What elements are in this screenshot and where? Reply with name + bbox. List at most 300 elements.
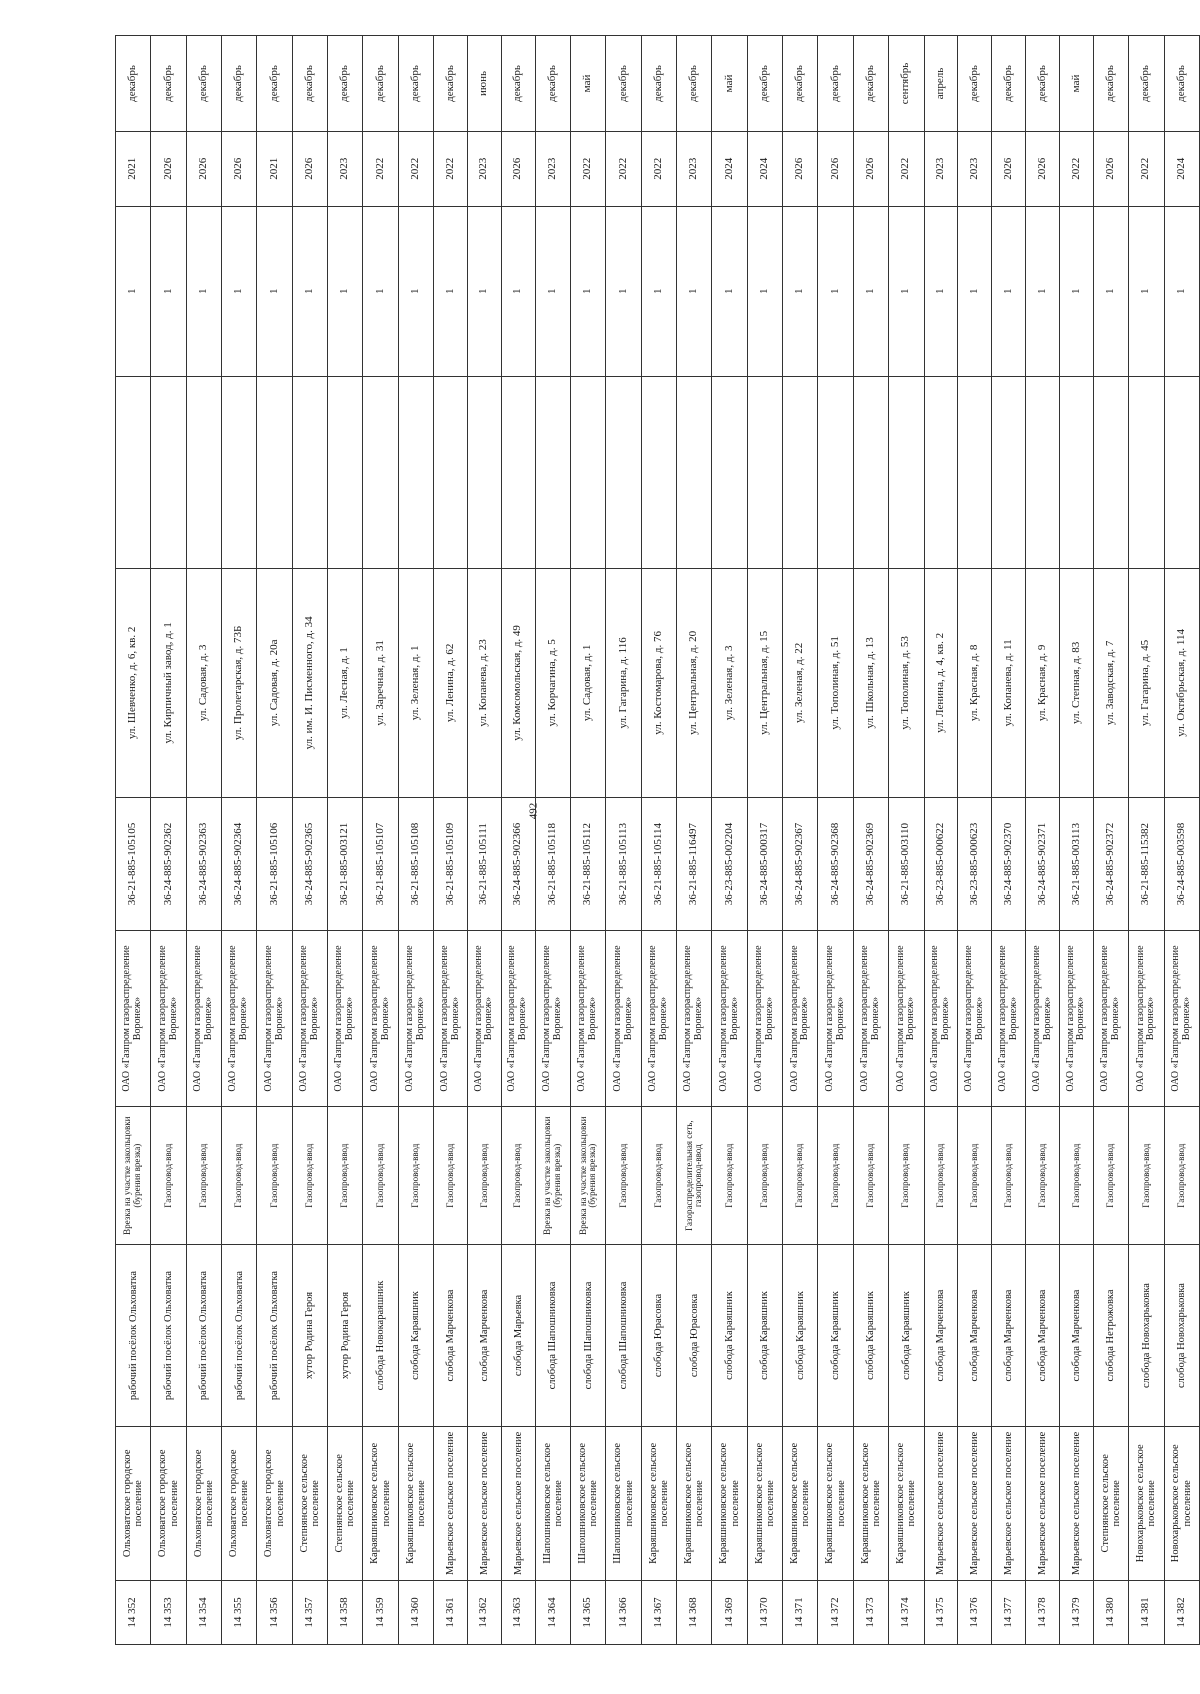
extra-cell bbox=[1093, 377, 1128, 569]
address-cell: ул. Шевченко, д. 6, кв. 2 bbox=[116, 568, 151, 797]
locality-cell: слобода Караяшник bbox=[747, 1245, 782, 1426]
object-code-cell: 36-24-885-902365 bbox=[292, 797, 327, 930]
extra-cell bbox=[958, 377, 992, 569]
month-cell: декабрь bbox=[257, 36, 292, 132]
table-row bbox=[677, 36, 712, 1645]
settlement-cell: Шапошниковское сельское поселение bbox=[535, 1426, 570, 1581]
row-number: 14 366 bbox=[606, 1581, 641, 1645]
owner-cell: ОАО «Газпром газораспределение Воронеж» bbox=[747, 931, 782, 1107]
month-cell: декабрь bbox=[535, 36, 570, 132]
object-code-cell: 36-24-885-902364 bbox=[222, 797, 257, 930]
table-body bbox=[116, 36, 1200, 1645]
extra-cell bbox=[535, 377, 570, 569]
quantity-cell: 1 bbox=[501, 206, 535, 376]
locality-cell: слобода Шапошниковка bbox=[535, 1245, 570, 1426]
object-code-cell: 36-24-885-902370 bbox=[992, 797, 1026, 930]
settlement-cell: Марьевское сельское поселение bbox=[924, 1426, 958, 1581]
object-code-cell: 36-24-885-902372 bbox=[1093, 797, 1128, 930]
table-row bbox=[434, 36, 468, 1645]
month-cell: декабрь bbox=[398, 36, 433, 132]
month-cell: декабрь bbox=[1093, 36, 1128, 132]
quantity-cell: 1 bbox=[186, 206, 221, 376]
row-number: 14 380 bbox=[1093, 1581, 1128, 1645]
month-cell: декабрь bbox=[151, 36, 186, 132]
object-code-cell: 36-21-885-105118 bbox=[535, 797, 570, 930]
owner-cell: ОАО «Газпром газораспределение Воронеж» bbox=[467, 931, 501, 1107]
row-number: 14 381 bbox=[1129, 1581, 1164, 1645]
object-type-cell: Газопровод-ввод bbox=[958, 1106, 992, 1245]
settlement-cell: Марьевское сельское поселение bbox=[467, 1426, 501, 1581]
quantity-cell: 1 bbox=[467, 206, 501, 376]
month-cell: декабрь bbox=[292, 36, 327, 132]
object-type-cell: Газопровод-ввод bbox=[292, 1106, 327, 1245]
object-code-cell: 36-21-885-003121 bbox=[328, 797, 363, 930]
object-type-cell: Врезка на участке закольцовки (бурения врезка) bbox=[535, 1106, 570, 1245]
address-cell: ул. Заречная, д. 31 bbox=[363, 568, 398, 797]
extra-cell bbox=[328, 377, 363, 569]
year-cell: 2023 bbox=[958, 131, 992, 206]
table-row bbox=[222, 36, 257, 1645]
extra-cell bbox=[151, 377, 186, 569]
quantity-cell: 1 bbox=[853, 206, 888, 376]
extra-cell bbox=[1164, 377, 1199, 569]
object-type-cell: Газопровод-ввод bbox=[889, 1106, 924, 1245]
quantity-cell: 1 bbox=[398, 206, 433, 376]
quantity-cell: 1 bbox=[292, 206, 327, 376]
year-cell: 2026 bbox=[1093, 131, 1128, 206]
year-cell: 2022 bbox=[889, 131, 924, 206]
row-number: 14 352 bbox=[116, 1581, 151, 1645]
settlement-cell: Новохарьковское сельское поселение bbox=[1164, 1426, 1199, 1581]
quantity-cell: 1 bbox=[1026, 206, 1060, 376]
owner-cell: ОАО «Газпром газораспределение Воронеж» bbox=[992, 931, 1026, 1107]
row-number: 14 379 bbox=[1060, 1581, 1094, 1645]
address-cell: ул. Красная, д. 8 bbox=[958, 568, 992, 797]
row-number: 14 382 bbox=[1164, 1581, 1199, 1645]
owner-cell: ОАО «Газпром газораспределение Воронеж» bbox=[535, 931, 570, 1107]
locality-cell: хутор Родина Героя bbox=[328, 1245, 363, 1426]
address-cell: ул. Зеленая, д. 1 bbox=[398, 568, 433, 797]
extra-cell bbox=[257, 377, 292, 569]
rotated-sheet bbox=[115, 35, 1200, 1645]
object-code-cell: 36-24-885-003598 bbox=[1164, 797, 1199, 930]
owner-cell: ОАО «Газпром газораспределение Воронеж» bbox=[1093, 931, 1128, 1107]
table-row bbox=[641, 36, 676, 1645]
quantity-cell: 1 bbox=[1060, 206, 1094, 376]
object-code-cell: 36-21-885-116497 bbox=[677, 797, 712, 930]
extra-cell bbox=[1026, 377, 1060, 569]
quantity-cell: 1 bbox=[328, 206, 363, 376]
object-type-cell: Газопровод-ввод bbox=[712, 1106, 747, 1245]
object-code-cell: 36-23-885-000622 bbox=[924, 797, 958, 930]
extra-cell bbox=[501, 377, 535, 569]
table-row bbox=[1026, 36, 1060, 1645]
owner-cell: ОАО «Газпром газораспределение Воронеж» bbox=[328, 931, 363, 1107]
month-cell: декабрь bbox=[363, 36, 398, 132]
table-row bbox=[747, 36, 782, 1645]
locality-cell: слобода Юрасовка bbox=[641, 1245, 676, 1426]
row-number: 14 360 bbox=[398, 1581, 433, 1645]
table-row bbox=[292, 36, 327, 1645]
row-number: 14 376 bbox=[958, 1581, 992, 1645]
month-cell: декабрь bbox=[501, 36, 535, 132]
settlement-cell: Марьевское сельское поселение bbox=[958, 1426, 992, 1581]
month-cell: декабрь bbox=[818, 36, 853, 132]
locality-cell: слобода Марченкова bbox=[434, 1245, 468, 1426]
table-row bbox=[1093, 36, 1128, 1645]
object-code-cell: 36-21-885-105113 bbox=[606, 797, 641, 930]
settlement-cell: Ольховатское городское поселение bbox=[116, 1426, 151, 1581]
locality-cell: слобода Караяшник bbox=[783, 1245, 818, 1426]
object-type-cell: Врезка на участке закольцовки (бурения врезка) bbox=[116, 1106, 151, 1245]
quantity-cell: 1 bbox=[116, 206, 151, 376]
extra-cell bbox=[116, 377, 151, 569]
object-type-cell: Газопровод-ввод bbox=[467, 1106, 501, 1245]
year-cell: 2023 bbox=[467, 131, 501, 206]
year-cell: 2022 bbox=[606, 131, 641, 206]
extra-cell bbox=[1129, 377, 1164, 569]
settlement-cell: Ольховатское городское поселение bbox=[186, 1426, 221, 1581]
address-cell: ул. Гагарина, д. 116 bbox=[606, 568, 641, 797]
month-cell: декабрь bbox=[747, 36, 782, 132]
extra-cell bbox=[1060, 377, 1094, 569]
locality-cell: слобода Марченкова bbox=[1026, 1245, 1060, 1426]
object-type-cell: Газопровод-ввод bbox=[434, 1106, 468, 1245]
table-row bbox=[992, 36, 1026, 1645]
address-cell: ул. Центральная, д. 20 bbox=[677, 568, 712, 797]
settlement-cell: Степнянское сельское поселение bbox=[328, 1426, 363, 1581]
object-code-cell: 36-21-885-105111 bbox=[467, 797, 501, 930]
object-type-cell: Газопровод-ввод bbox=[747, 1106, 782, 1245]
settlement-cell: Шапошниковское сельское поселение bbox=[606, 1426, 641, 1581]
extra-cell bbox=[889, 377, 924, 569]
address-cell: ул. Тополиная, д. 51 bbox=[818, 568, 853, 797]
extra-cell bbox=[363, 377, 398, 569]
owner-cell: ОАО «Газпром газораспределение Воронеж» bbox=[1129, 931, 1164, 1107]
object-code-cell: 36-24-885-902367 bbox=[783, 797, 818, 930]
object-code-cell: 36-21-885-105112 bbox=[571, 797, 606, 930]
object-type-cell: Газопровод-ввод bbox=[924, 1106, 958, 1245]
object-type-cell: Газораспределительная сеть, газопровод-ввод bbox=[677, 1106, 712, 1245]
settlement-cell: Марьевское сельское поселение bbox=[434, 1426, 468, 1581]
month-cell: декабрь bbox=[186, 36, 221, 132]
locality-cell: слобода Марченкова bbox=[467, 1245, 501, 1426]
object-code-cell: 36-24-885-902369 bbox=[853, 797, 888, 930]
locality-cell: слобода Марченкова bbox=[992, 1245, 1026, 1426]
settlement-cell: Новохарьковское сельское поселение bbox=[1129, 1426, 1164, 1581]
locality-cell: рабочий посёлок Ольховатка bbox=[257, 1245, 292, 1426]
object-code-cell: 36-21-885-115382 bbox=[1129, 797, 1164, 930]
address-cell: ул. Ленина, д. 62 bbox=[434, 568, 468, 797]
object-type-cell: Врезка на участке закольцовки (бурения врезка) bbox=[571, 1106, 606, 1245]
quantity-cell: 1 bbox=[641, 206, 676, 376]
locality-cell: слобода Юрасовка bbox=[677, 1245, 712, 1426]
address-cell: ул. Гагарина, д. 45 bbox=[1129, 568, 1164, 797]
object-code-cell: 36-24-885-902362 bbox=[151, 797, 186, 930]
settlement-cell: Караяшниковское сельское поселение bbox=[641, 1426, 676, 1581]
year-cell: 2024 bbox=[712, 131, 747, 206]
owner-cell: ОАО «Газпром газораспределение Воронеж» bbox=[434, 931, 468, 1107]
address-cell: ул. Садовая, д. 1 bbox=[571, 568, 606, 797]
table-row bbox=[501, 36, 535, 1645]
year-cell: 2022 bbox=[1060, 131, 1094, 206]
table-row bbox=[712, 36, 747, 1645]
year-cell: 2022 bbox=[641, 131, 676, 206]
object-type-cell: Газопровод-ввод bbox=[257, 1106, 292, 1245]
address-cell: ул. Кирпичный завод, д. 1 bbox=[151, 568, 186, 797]
object-type-cell: Газопровод-ввод bbox=[1164, 1106, 1199, 1245]
table-row bbox=[606, 36, 641, 1645]
owner-cell: ОАО «Газпром газораспределение Воронеж» bbox=[853, 931, 888, 1107]
row-number: 14 375 bbox=[924, 1581, 958, 1645]
page-number: 492 bbox=[527, 802, 540, 820]
month-cell: май bbox=[712, 36, 747, 132]
object-code-cell: 36-21-885-105107 bbox=[363, 797, 398, 930]
object-type-cell: Газопровод-ввод bbox=[1129, 1106, 1164, 1245]
table-row bbox=[818, 36, 853, 1645]
year-cell: 2026 bbox=[501, 131, 535, 206]
address-cell: ул. Школьная, д. 13 bbox=[853, 568, 888, 797]
locality-cell: слобода Новокараяшник bbox=[363, 1245, 398, 1426]
month-cell: декабрь bbox=[992, 36, 1026, 132]
row-number: 14 370 bbox=[747, 1581, 782, 1645]
year-cell: 2024 bbox=[1164, 131, 1199, 206]
table-row bbox=[328, 36, 363, 1645]
row-number: 14 371 bbox=[783, 1581, 818, 1645]
locality-cell: слобода Караяшник bbox=[853, 1245, 888, 1426]
quantity-cell: 1 bbox=[1093, 206, 1128, 376]
row-number: 14 378 bbox=[1026, 1581, 1060, 1645]
settlement-cell: Ольховатское городское поселение bbox=[151, 1426, 186, 1581]
table-row bbox=[535, 36, 570, 1645]
object-type-cell: Газопровод-ввод bbox=[1060, 1106, 1094, 1245]
row-number: 14 369 bbox=[712, 1581, 747, 1645]
owner-cell: ОАО «Газпром газораспределение Воронеж» bbox=[571, 931, 606, 1107]
row-number: 14 354 bbox=[186, 1581, 221, 1645]
owner-cell: ОАО «Газпром газораспределение Воронеж» bbox=[151, 931, 186, 1107]
address-cell: ул. Заводская, д. 7 bbox=[1093, 568, 1128, 797]
month-cell: май bbox=[1060, 36, 1094, 132]
year-cell: 2023 bbox=[924, 131, 958, 206]
settlement-cell: Шапошниковское сельское поселение bbox=[571, 1426, 606, 1581]
settlement-cell: Караяшниковское сельское поселение bbox=[363, 1426, 398, 1581]
month-cell: декабрь bbox=[1164, 36, 1199, 132]
owner-cell: ОАО «Газпром газораспределение Воронеж» bbox=[398, 931, 433, 1107]
address-cell: ул. Костомарова, д. 76 bbox=[641, 568, 676, 797]
extra-cell bbox=[712, 377, 747, 569]
table-row bbox=[1060, 36, 1094, 1645]
object-code-cell: 36-21-885-003110 bbox=[889, 797, 924, 930]
month-cell: декабрь bbox=[1129, 36, 1164, 132]
address-cell: ул. Октябрьская, д. 114 bbox=[1164, 568, 1199, 797]
month-cell: декабрь bbox=[641, 36, 676, 132]
month-cell: декабрь bbox=[1026, 36, 1060, 132]
quantity-cell: 1 bbox=[257, 206, 292, 376]
quantity-cell: 1 bbox=[958, 206, 992, 376]
owner-cell: ОАО «Газпром газораспределение Воронеж» bbox=[1026, 931, 1060, 1107]
year-cell: 2026 bbox=[292, 131, 327, 206]
year-cell: 2022 bbox=[434, 131, 468, 206]
settlement-cell: Ольховатское городское поселение bbox=[222, 1426, 257, 1581]
locality-cell: слобода Новохарьковка bbox=[1129, 1245, 1164, 1426]
object-code-cell: 36-21-885-003113 bbox=[1060, 797, 1094, 930]
year-cell: 2023 bbox=[535, 131, 570, 206]
locality-cell: хутор Родина Героя bbox=[292, 1245, 327, 1426]
locality-cell: слобода Марченкова bbox=[958, 1245, 992, 1426]
month-cell: декабрь bbox=[116, 36, 151, 132]
quantity-cell: 1 bbox=[363, 206, 398, 376]
owner-cell: ОАО «Газпром газораспределение Воронеж» bbox=[606, 931, 641, 1107]
quantity-cell: 1 bbox=[571, 206, 606, 376]
table-row bbox=[151, 36, 186, 1645]
extra-cell bbox=[467, 377, 501, 569]
table-row bbox=[116, 36, 151, 1645]
settlement-cell: Караяшниковское сельское поселение bbox=[398, 1426, 433, 1581]
year-cell: 2023 bbox=[677, 131, 712, 206]
month-cell: декабрь bbox=[677, 36, 712, 132]
locality-cell: рабочий посёлок Ольховатка bbox=[186, 1245, 221, 1426]
settlement-cell: Караяшниковское сельское поселение bbox=[747, 1426, 782, 1581]
locality-cell: рабочий посёлок Ольховатка bbox=[116, 1245, 151, 1426]
address-cell: ул. Степная, д. 83 bbox=[1060, 568, 1094, 797]
address-cell: ул. Зеленая, д. 3 bbox=[712, 568, 747, 797]
year-cell: 2026 bbox=[222, 131, 257, 206]
extra-cell bbox=[641, 377, 676, 569]
owner-cell: ОАО «Газпром газораспределение Воронеж» bbox=[1164, 931, 1199, 1107]
extra-cell bbox=[853, 377, 888, 569]
settlement-cell: Марьевское сельское поселение bbox=[501, 1426, 535, 1581]
locality-cell: слобода Караяшник bbox=[889, 1245, 924, 1426]
year-cell: 2021 bbox=[257, 131, 292, 206]
settlement-cell: Караяшниковское сельское поселение bbox=[712, 1426, 747, 1581]
row-number: 14 365 bbox=[571, 1581, 606, 1645]
table-row bbox=[186, 36, 221, 1645]
table-row bbox=[363, 36, 398, 1645]
year-cell: 2023 bbox=[328, 131, 363, 206]
locality-cell: слобода Шапошниковка bbox=[606, 1245, 641, 1426]
owner-cell: ОАО «Газпром газораспределение Воронеж» bbox=[677, 931, 712, 1107]
table-row bbox=[924, 36, 958, 1645]
owner-cell: ОАО «Газпром газораспределение Воронеж» bbox=[363, 931, 398, 1107]
address-cell: ул. Лесная, д. 1 bbox=[328, 568, 363, 797]
row-number: 14 358 bbox=[328, 1581, 363, 1645]
row-number: 14 364 bbox=[535, 1581, 570, 1645]
quantity-cell: 1 bbox=[889, 206, 924, 376]
extra-cell bbox=[571, 377, 606, 569]
year-cell: 2026 bbox=[853, 131, 888, 206]
object-type-cell: Газопровод-ввод bbox=[818, 1106, 853, 1245]
gas-network-registry-table bbox=[115, 35, 1200, 1645]
extra-cell bbox=[398, 377, 433, 569]
month-cell: декабрь bbox=[958, 36, 992, 132]
year-cell: 2026 bbox=[818, 131, 853, 206]
owner-cell: ОАО «Газпром газораспределение Воронеж» bbox=[116, 931, 151, 1107]
row-number: 14 374 bbox=[889, 1581, 924, 1645]
table-row bbox=[958, 36, 992, 1645]
address-cell: ул. Тополиная, д. 53 bbox=[889, 568, 924, 797]
row-number: 14 372 bbox=[818, 1581, 853, 1645]
year-cell: 2021 bbox=[116, 131, 151, 206]
owner-cell: ОАО «Газпром газораспределение Воронеж» bbox=[958, 931, 992, 1107]
quantity-cell: 1 bbox=[712, 206, 747, 376]
address-cell: ул. Центральная, д. 15 bbox=[747, 568, 782, 797]
locality-cell: слобода Марченкова bbox=[1060, 1245, 1094, 1426]
owner-cell: ОАО «Газпром газораспределение Воронеж» bbox=[186, 931, 221, 1107]
table-row bbox=[398, 36, 433, 1645]
year-cell: 2026 bbox=[186, 131, 221, 206]
row-number: 14 356 bbox=[257, 1581, 292, 1645]
settlement-cell: Степнянское сельское поселение bbox=[292, 1426, 327, 1581]
quantity-cell: 1 bbox=[924, 206, 958, 376]
extra-cell bbox=[606, 377, 641, 569]
object-type-cell: Газопровод-ввод bbox=[151, 1106, 186, 1245]
owner-cell: ОАО «Газпром газораспределение Воронеж» bbox=[712, 931, 747, 1107]
locality-cell: слобода Марьевка bbox=[501, 1245, 535, 1426]
row-number: 14 363 bbox=[501, 1581, 535, 1645]
locality-cell: слобода Новохарьковка bbox=[1164, 1245, 1199, 1426]
quantity-cell: 1 bbox=[222, 206, 257, 376]
owner-cell: ОАО «Газпром газораспределение Воронеж» bbox=[818, 931, 853, 1107]
settlement-cell: Караяшниковское сельское поселение bbox=[889, 1426, 924, 1581]
year-cell: 2022 bbox=[571, 131, 606, 206]
extra-cell bbox=[186, 377, 221, 569]
object-code-cell: 36-21-885-105105 bbox=[116, 797, 151, 930]
settlement-cell: Караяшниковское сельское поселение bbox=[818, 1426, 853, 1581]
row-number: 14 368 bbox=[677, 1581, 712, 1645]
year-cell: 2024 bbox=[747, 131, 782, 206]
object-type-cell: Газопровод-ввод bbox=[641, 1106, 676, 1245]
extra-cell bbox=[924, 377, 958, 569]
locality-cell: рабочий посёлок Ольховатка bbox=[222, 1245, 257, 1426]
object-code-cell: 36-21-885-105109 bbox=[434, 797, 468, 930]
quantity-cell: 1 bbox=[1164, 206, 1199, 376]
table-row bbox=[783, 36, 818, 1645]
owner-cell: ОАО «Газпром газораспределение Воронеж» bbox=[257, 931, 292, 1107]
extra-cell bbox=[992, 377, 1026, 569]
locality-cell: слобода Караяшник bbox=[712, 1245, 747, 1426]
address-cell: ул. им. И. Писменного, д. 34 bbox=[292, 568, 327, 797]
object-type-cell: Газопровод-ввод bbox=[363, 1106, 398, 1245]
owner-cell: ОАО «Газпром газораспределение Воронеж» bbox=[1060, 931, 1094, 1107]
owner-cell: ОАО «Газпром газораспределение Воронеж» bbox=[924, 931, 958, 1107]
extra-cell bbox=[818, 377, 853, 569]
month-cell: декабрь bbox=[328, 36, 363, 132]
object-code-cell: 36-23-885-002204 bbox=[712, 797, 747, 930]
object-type-cell: Газопровод-ввод bbox=[1093, 1106, 1128, 1245]
year-cell: 2026 bbox=[1026, 131, 1060, 206]
object-code-cell: 36-24-885-902363 bbox=[186, 797, 221, 930]
month-cell: сентябрь bbox=[889, 36, 924, 132]
object-code-cell: 36-21-885-105108 bbox=[398, 797, 433, 930]
address-cell: ул. Зеленая, д. 22 bbox=[783, 568, 818, 797]
address-cell: ул. Комсомольская, д. 49 bbox=[501, 568, 535, 797]
quantity-cell: 1 bbox=[992, 206, 1026, 376]
year-cell: 2026 bbox=[783, 131, 818, 206]
month-cell: декабрь bbox=[853, 36, 888, 132]
address-cell: ул. Пролетарская, д. 73Б bbox=[222, 568, 257, 797]
year-cell: 2022 bbox=[398, 131, 433, 206]
row-number: 14 362 bbox=[467, 1581, 501, 1645]
year-cell: 2022 bbox=[363, 131, 398, 206]
object-code-cell: 36-21-885-105114 bbox=[641, 797, 676, 930]
object-type-cell: Газопровод-ввод bbox=[606, 1106, 641, 1245]
object-type-cell: Газопровод-ввод bbox=[501, 1106, 535, 1245]
extra-cell bbox=[677, 377, 712, 569]
settlement-cell: Марьевское сельское поселение bbox=[1026, 1426, 1060, 1581]
settlement-cell: Степнянское сельское поселение bbox=[1093, 1426, 1128, 1581]
table-row bbox=[571, 36, 606, 1645]
address-cell: ул. Копанева, д. 23 bbox=[467, 568, 501, 797]
